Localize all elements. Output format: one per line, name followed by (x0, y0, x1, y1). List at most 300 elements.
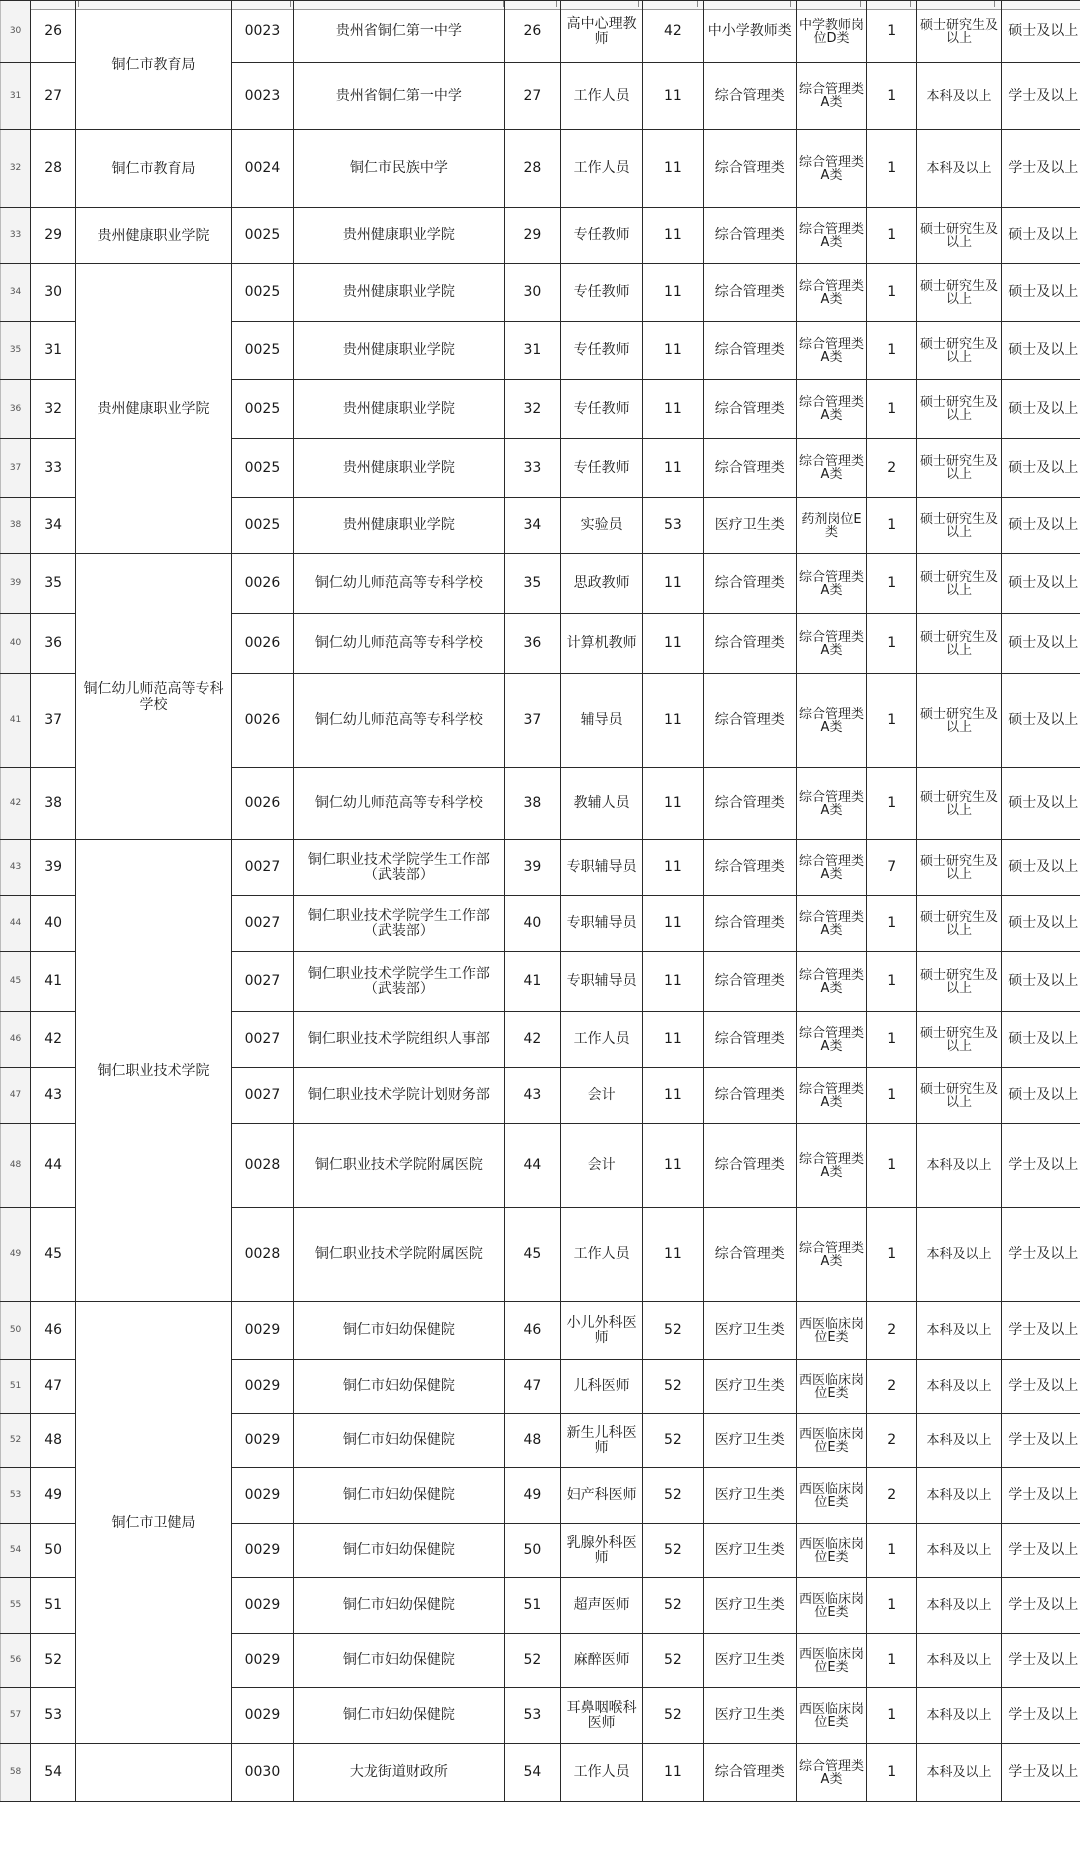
subcategory-cell: 综合管理类A类 (796, 554, 866, 614)
position-title-cell: 专任教师 (561, 264, 643, 322)
row-number-cell: 34 (1, 264, 31, 322)
headcount-cell: 1 (867, 952, 917, 1012)
headcount-cell: 1 (867, 1068, 917, 1124)
code-cell: 0027 (231, 1012, 293, 1068)
category-cell: 中小学教师类 (703, 1, 796, 63)
code-cell: 0027 (231, 952, 293, 1012)
seq-cell: 52 (31, 1634, 76, 1688)
position-title-cell: 麻醉医师 (561, 1634, 643, 1688)
position-title-cell: 乳腺外科医师 (561, 1524, 643, 1578)
seq-cell: 44 (31, 1124, 76, 1208)
position-id-cell: 43 (504, 1068, 560, 1124)
category-cell: 综合管理类 (703, 952, 796, 1012)
subcategory-cell: 综合管理类A类 (796, 1012, 866, 1068)
unit-name-cell: 大龙街道财政所 (294, 1744, 505, 1802)
department-cell: 贵州健康职业学院 (76, 264, 232, 554)
education-cell: 硕士研究生及以上 (917, 952, 1001, 1012)
row-number-cell: 39 (1, 554, 31, 614)
position-title-cell: 会计 (561, 1068, 643, 1124)
headcount-cell: 2 (867, 1360, 917, 1414)
row-number-cell: 43 (1, 840, 31, 896)
code-cell: 0025 (231, 380, 293, 439)
category-cell: 综合管理类 (703, 1068, 796, 1124)
position-id-cell: 31 (504, 322, 560, 380)
unit-name-cell: 贵州健康职业学院 (294, 208, 505, 264)
type-code-cell: 11 (643, 840, 703, 896)
degree-cell: 硕士及以上 (1001, 380, 1080, 439)
headcount-cell: 1 (867, 1208, 917, 1302)
headcount-cell: 1 (867, 554, 917, 614)
position-title-cell: 超声医师 (561, 1578, 643, 1634)
type-code-cell: 52 (643, 1578, 703, 1634)
category-cell: 综合管理类 (703, 208, 796, 264)
code-cell: 0028 (231, 1208, 293, 1302)
education-cell: 本科及以上 (917, 1414, 1001, 1468)
code-cell: 0029 (231, 1468, 293, 1524)
degree-cell: 学士及以上 (1001, 63, 1080, 130)
row-number-cell: 51 (1, 1360, 31, 1414)
degree-cell: 硕士及以上 (1001, 1, 1080, 63)
unit-name-cell: 铜仁市民族中学 (294, 130, 505, 208)
degree-cell: 硕士及以上 (1001, 896, 1080, 952)
headcount-cell: 1 (867, 674, 917, 768)
type-code-cell: 11 (643, 768, 703, 840)
position-title-cell: 辅导员 (561, 674, 643, 768)
row-number-cell: 56 (1, 1634, 31, 1688)
seq-cell: 50 (31, 1524, 76, 1578)
education-cell: 硕士研究生及以上 (917, 264, 1001, 322)
unit-name-cell: 铜仁幼儿师范高等专科学校 (294, 768, 505, 840)
type-code-cell: 53 (643, 498, 703, 554)
category-cell: 综合管理类 (703, 1124, 796, 1208)
headcount-cell: 1 (867, 768, 917, 840)
type-code-cell: 11 (643, 130, 703, 208)
position-id-cell: 45 (504, 1208, 560, 1302)
seq-cell: 28 (31, 130, 76, 208)
type-code-cell: 11 (643, 1124, 703, 1208)
position-id-cell: 40 (504, 896, 560, 952)
degree-cell: 硕士及以上 (1001, 208, 1080, 264)
position-title-cell: 妇产科医师 (561, 1468, 643, 1524)
subcategory-cell: 综合管理类A类 (796, 439, 866, 498)
seq-cell: 38 (31, 768, 76, 840)
type-code-cell: 52 (643, 1360, 703, 1414)
seq-cell: 30 (31, 264, 76, 322)
position-title-cell: 专职辅导员 (561, 840, 643, 896)
type-code-cell: 52 (643, 1414, 703, 1468)
degree-cell: 学士及以上 (1001, 1634, 1080, 1688)
code-cell: 0025 (231, 498, 293, 554)
education-cell: 硕士研究生及以上 (917, 1068, 1001, 1124)
row-number-cell: 57 (1, 1688, 31, 1744)
position-id-cell: 50 (504, 1524, 560, 1578)
headcount-cell: 7 (867, 840, 917, 896)
position-id-cell: 26 (504, 1, 560, 63)
category-cell: 综合管理类 (703, 840, 796, 896)
education-cell: 硕士研究生及以上 (917, 554, 1001, 614)
code-cell: 0029 (231, 1634, 293, 1688)
headcount-cell: 2 (867, 1468, 917, 1524)
table-row (1, 1, 1080, 63)
type-code-cell: 11 (643, 614, 703, 674)
position-id-cell: 36 (504, 614, 560, 674)
subcategory-cell: 综合管理类A类 (796, 1744, 866, 1802)
position-id-cell: 53 (504, 1688, 560, 1744)
unit-name-cell: 铜仁市妇幼保健院 (294, 1634, 505, 1688)
education-cell: 硕士研究生及以上 (917, 208, 1001, 264)
seq-cell: 42 (31, 1012, 76, 1068)
department-cell: 铜仁市教育局 (76, 130, 232, 208)
type-code-cell: 11 (643, 554, 703, 614)
position-title-cell: 专职辅导员 (561, 952, 643, 1012)
education-cell: 本科及以上 (917, 1208, 1001, 1302)
table-row (1, 1744, 1080, 1802)
row-number-cell: 45 (1, 952, 31, 1012)
table-row (1, 554, 1080, 614)
position-title-cell: 思政教师 (561, 554, 643, 614)
code-cell: 0023 (231, 63, 293, 130)
row-number-cell: 31 (1, 63, 31, 130)
subcategory-cell: 西医临床岗位E类 (796, 1578, 866, 1634)
position-title-cell: 专任教师 (561, 380, 643, 439)
position-id-cell: 48 (504, 1414, 560, 1468)
type-code-cell: 52 (643, 1302, 703, 1360)
position-id-cell: 32 (504, 380, 560, 439)
category-cell: 综合管理类 (703, 1208, 796, 1302)
degree-cell: 硕士及以上 (1001, 554, 1080, 614)
type-code-cell: 11 (643, 322, 703, 380)
degree-cell: 硕士及以上 (1001, 614, 1080, 674)
degree-cell: 硕士及以上 (1001, 322, 1080, 380)
category-cell: 综合管理类 (703, 264, 796, 322)
headcount-cell: 1 (867, 1124, 917, 1208)
position-id-cell: 29 (504, 208, 560, 264)
subcategory-cell: 综合管理类A类 (796, 1208, 866, 1302)
education-cell: 硕士研究生及以上 (917, 768, 1001, 840)
unit-name-cell: 铜仁市妇幼保健院 (294, 1360, 505, 1414)
department-cell: 铜仁市卫健局 (76, 1302, 232, 1744)
education-cell: 硕士研究生及以上 (917, 614, 1001, 674)
position-title-cell: 专职辅导员 (561, 896, 643, 952)
type-code-cell: 11 (643, 896, 703, 952)
row-number-cell: 33 (1, 208, 31, 264)
position-id-cell: 37 (504, 674, 560, 768)
headcount-cell: 2 (867, 1302, 917, 1360)
subcategory-cell: 综合管理类A类 (796, 952, 866, 1012)
position-title-cell: 新生儿科医师 (561, 1414, 643, 1468)
education-cell: 硕士研究生及以上 (917, 1, 1001, 63)
category-cell: 医疗卫生类 (703, 1360, 796, 1414)
row-number-cell: 48 (1, 1124, 31, 1208)
education-cell: 硕士研究生及以上 (917, 674, 1001, 768)
unit-name-cell: 铜仁市妇幼保健院 (294, 1688, 505, 1744)
headcount-cell: 1 (867, 1688, 917, 1744)
subcategory-cell: 综合管理类A类 (796, 264, 866, 322)
education-cell: 硕士研究生及以上 (917, 896, 1001, 952)
type-code-cell: 11 (643, 208, 703, 264)
degree-cell: 硕士及以上 (1001, 952, 1080, 1012)
position-title-cell: 儿科医师 (561, 1360, 643, 1414)
row-number-cell: 36 (1, 380, 31, 439)
headcount-cell: 1 (867, 1524, 917, 1578)
headcount-cell: 1 (867, 498, 917, 554)
degree-cell: 学士及以上 (1001, 1360, 1080, 1414)
category-cell: 综合管理类 (703, 130, 796, 208)
code-cell: 0027 (231, 840, 293, 896)
seq-cell: 54 (31, 1744, 76, 1802)
seq-cell: 51 (31, 1578, 76, 1634)
seq-cell: 26 (31, 1, 76, 63)
degree-cell: 硕士及以上 (1001, 674, 1080, 768)
subcategory-cell: 西医临床岗位E类 (796, 1302, 866, 1360)
code-cell: 0029 (231, 1578, 293, 1634)
position-id-cell: 51 (504, 1578, 560, 1634)
headcount-cell: 1 (867, 63, 917, 130)
row-number-cell: 32 (1, 130, 31, 208)
seq-cell: 41 (31, 952, 76, 1012)
type-code-cell: 11 (643, 1744, 703, 1802)
education-cell: 硕士研究生及以上 (917, 322, 1001, 380)
position-title-cell: 专任教师 (561, 439, 643, 498)
subcategory-cell: 西医临床岗位E类 (796, 1634, 866, 1688)
position-title-cell: 工作人员 (561, 63, 643, 130)
type-code-cell: 11 (643, 1208, 703, 1302)
unit-name-cell: 铜仁职业技术学院计划财务部 (294, 1068, 505, 1124)
subcategory-cell: 综合管理类A类 (796, 63, 866, 130)
code-cell: 0029 (231, 1524, 293, 1578)
seq-cell: 53 (31, 1688, 76, 1744)
type-code-cell: 11 (643, 264, 703, 322)
unit-name-cell: 铜仁职业技术学院附属医院 (294, 1124, 505, 1208)
headcount-cell: 1 (867, 1634, 917, 1688)
row-number-cell: 50 (1, 1302, 31, 1360)
position-title-cell: 小儿外科医师 (561, 1302, 643, 1360)
seq-cell: 29 (31, 208, 76, 264)
degree-cell: 硕士及以上 (1001, 439, 1080, 498)
row-number-cell: 58 (1, 1744, 31, 1802)
position-title-cell: 会计 (561, 1124, 643, 1208)
headcount-cell: 1 (867, 1578, 917, 1634)
position-id-cell: 34 (504, 498, 560, 554)
headcount-cell: 1 (867, 130, 917, 208)
unit-name-cell: 铜仁职业技术学院组织人事部 (294, 1012, 505, 1068)
subcategory-cell: 西医临床岗位E类 (796, 1468, 866, 1524)
unit-name-cell: 铜仁职业技术学院学生工作部（武装部） (294, 952, 505, 1012)
category-cell: 综合管理类 (703, 896, 796, 952)
subcategory-cell: 综合管理类A类 (796, 1068, 866, 1124)
degree-cell: 硕士及以上 (1001, 1012, 1080, 1068)
position-title-cell: 实验员 (561, 498, 643, 554)
education-cell: 本科及以上 (917, 1688, 1001, 1744)
education-cell: 硕士研究生及以上 (917, 1012, 1001, 1068)
type-code-cell: 11 (643, 380, 703, 439)
headcount-cell: 1 (867, 208, 917, 264)
position-id-cell: 44 (504, 1124, 560, 1208)
subcategory-cell: 综合管理类A类 (796, 896, 866, 952)
type-code-cell: 11 (643, 63, 703, 130)
seq-cell: 27 (31, 63, 76, 130)
code-cell: 0029 (231, 1414, 293, 1468)
table-row (1, 840, 1080, 896)
position-id-cell: 27 (504, 63, 560, 130)
education-cell: 本科及以上 (917, 1524, 1001, 1578)
education-cell: 硕士研究生及以上 (917, 380, 1001, 439)
headcount-cell: 1 (867, 1744, 917, 1802)
unit-name-cell: 铜仁市妇幼保健院 (294, 1468, 505, 1524)
headcount-cell: 1 (867, 614, 917, 674)
subcategory-cell: 药剂岗位E类 (796, 498, 866, 554)
position-title-cell: 计算机教师 (561, 614, 643, 674)
category-cell: 医疗卫生类 (703, 1524, 796, 1578)
subcategory-cell: 西医临床岗位E类 (796, 1414, 866, 1468)
headcount-cell: 1 (867, 380, 917, 439)
seq-cell: 43 (31, 1068, 76, 1124)
degree-cell: 硕士及以上 (1001, 264, 1080, 322)
position-title-cell: 耳鼻咽喉科医师 (561, 1688, 643, 1744)
degree-cell: 学士及以上 (1001, 1468, 1080, 1524)
position-title-cell: 教辅人员 (561, 768, 643, 840)
category-cell: 医疗卫生类 (703, 1634, 796, 1688)
degree-cell: 学士及以上 (1001, 1578, 1080, 1634)
department-cell: 铜仁市教育局 (76, 1, 232, 130)
category-cell: 医疗卫生类 (703, 1688, 796, 1744)
department-cell: 铜仁职业技术学院 (76, 840, 232, 1302)
row-number-cell: 41 (1, 674, 31, 768)
row-number-cell: 47 (1, 1068, 31, 1124)
type-code-cell: 42 (643, 1, 703, 63)
seq-cell: 37 (31, 674, 76, 768)
position-title-cell: 高中心理教师 (561, 1, 643, 63)
position-id-cell: 52 (504, 1634, 560, 1688)
education-cell: 本科及以上 (917, 1124, 1001, 1208)
headcount-cell: 2 (867, 1414, 917, 1468)
category-cell: 综合管理类 (703, 322, 796, 380)
code-cell: 0025 (231, 322, 293, 380)
position-id-cell: 47 (504, 1360, 560, 1414)
type-code-cell: 11 (643, 674, 703, 768)
row-number-cell: 30 (1, 1, 31, 63)
type-code-cell: 11 (643, 952, 703, 1012)
type-code-cell: 11 (643, 1068, 703, 1124)
category-cell: 医疗卫生类 (703, 498, 796, 554)
type-code-cell: 11 (643, 439, 703, 498)
table-row (1, 264, 1080, 322)
row-number-cell: 54 (1, 1524, 31, 1578)
seq-cell: 45 (31, 1208, 76, 1302)
position-id-cell: 41 (504, 952, 560, 1012)
code-cell: 0026 (231, 554, 293, 614)
code-cell: 0023 (231, 1, 293, 63)
position-title-cell: 专任教师 (561, 208, 643, 264)
seq-cell: 39 (31, 840, 76, 896)
position-id-cell: 28 (504, 130, 560, 208)
degree-cell: 学士及以上 (1001, 1208, 1080, 1302)
headcount-cell: 1 (867, 896, 917, 952)
subcategory-cell: 综合管理类A类 (796, 208, 866, 264)
department-cell (76, 1744, 232, 1802)
type-code-cell: 52 (643, 1634, 703, 1688)
code-cell: 0026 (231, 674, 293, 768)
unit-name-cell: 铜仁幼儿师范高等专科学校 (294, 554, 505, 614)
seq-cell: 36 (31, 614, 76, 674)
position-title-cell: 工作人员 (561, 1744, 643, 1802)
code-cell: 0026 (231, 768, 293, 840)
degree-cell: 学士及以上 (1001, 130, 1080, 208)
unit-name-cell: 铜仁幼儿师范高等专科学校 (294, 614, 505, 674)
code-cell: 0029 (231, 1302, 293, 1360)
category-cell: 综合管理类 (703, 380, 796, 439)
education-cell: 本科及以上 (917, 1468, 1001, 1524)
category-cell: 综合管理类 (703, 674, 796, 768)
code-cell: 0029 (231, 1688, 293, 1744)
department-cell: 铜仁幼儿师范高等专科学校 (76, 554, 232, 840)
code-cell: 0027 (231, 1068, 293, 1124)
position-id-cell: 35 (504, 554, 560, 614)
seq-cell: 35 (31, 554, 76, 614)
position-id-cell: 39 (504, 840, 560, 896)
education-cell: 硕士研究生及以上 (917, 498, 1001, 554)
unit-name-cell: 铜仁职业技术学院学生工作部（武装部） (294, 896, 505, 952)
subcategory-cell: 综合管理类A类 (796, 840, 866, 896)
code-cell: 0030 (231, 1744, 293, 1802)
unit-name-cell: 铜仁幼儿师范高等专科学校 (294, 674, 505, 768)
position-id-cell: 49 (504, 1468, 560, 1524)
category-cell: 综合管理类 (703, 554, 796, 614)
seq-cell: 49 (31, 1468, 76, 1524)
department-cell: 贵州健康职业学院 (76, 208, 232, 264)
row-number-cell: 40 (1, 614, 31, 674)
position-title-cell: 专任教师 (561, 322, 643, 380)
unit-name-cell: 贵州健康职业学院 (294, 380, 505, 439)
degree-cell: 硕士及以上 (1001, 768, 1080, 840)
degree-cell: 学士及以上 (1001, 1414, 1080, 1468)
degree-cell: 硕士及以上 (1001, 498, 1080, 554)
code-cell: 0026 (231, 614, 293, 674)
subcategory-cell: 综合管理类A类 (796, 614, 866, 674)
code-cell: 0028 (231, 1124, 293, 1208)
row-number-cell: 44 (1, 896, 31, 952)
seq-cell: 47 (31, 1360, 76, 1414)
degree-cell: 学士及以上 (1001, 1124, 1080, 1208)
subcategory-cell: 西医临床岗位E类 (796, 1524, 866, 1578)
table-row (1, 1302, 1080, 1360)
unit-name-cell: 贵州省铜仁第一中学 (294, 1, 505, 63)
table-row (1, 130, 1080, 208)
education-cell: 本科及以上 (917, 1578, 1001, 1634)
category-cell: 医疗卫生类 (703, 1302, 796, 1360)
position-id-cell: 30 (504, 264, 560, 322)
unit-name-cell: 贵州省铜仁第一中学 (294, 63, 505, 130)
headcount-cell: 1 (867, 1012, 917, 1068)
subcategory-cell: 综合管理类A类 (796, 322, 866, 380)
education-cell: 本科及以上 (917, 1360, 1001, 1414)
type-code-cell: 52 (643, 1688, 703, 1744)
headcount-cell: 1 (867, 322, 917, 380)
position-id-cell: 42 (504, 1012, 560, 1068)
unit-name-cell: 铜仁市妇幼保健院 (294, 1578, 505, 1634)
category-cell: 综合管理类 (703, 63, 796, 130)
code-cell: 0025 (231, 439, 293, 498)
degree-cell: 学士及以上 (1001, 1744, 1080, 1802)
row-number-cell: 52 (1, 1414, 31, 1468)
seq-cell: 33 (31, 439, 76, 498)
type-code-cell: 11 (643, 1012, 703, 1068)
unit-name-cell: 铜仁市妇幼保健院 (294, 1302, 505, 1360)
degree-cell: 硕士及以上 (1001, 1068, 1080, 1124)
code-cell: 0025 (231, 208, 293, 264)
category-cell: 综合管理类 (703, 614, 796, 674)
table-row (1, 208, 1080, 264)
